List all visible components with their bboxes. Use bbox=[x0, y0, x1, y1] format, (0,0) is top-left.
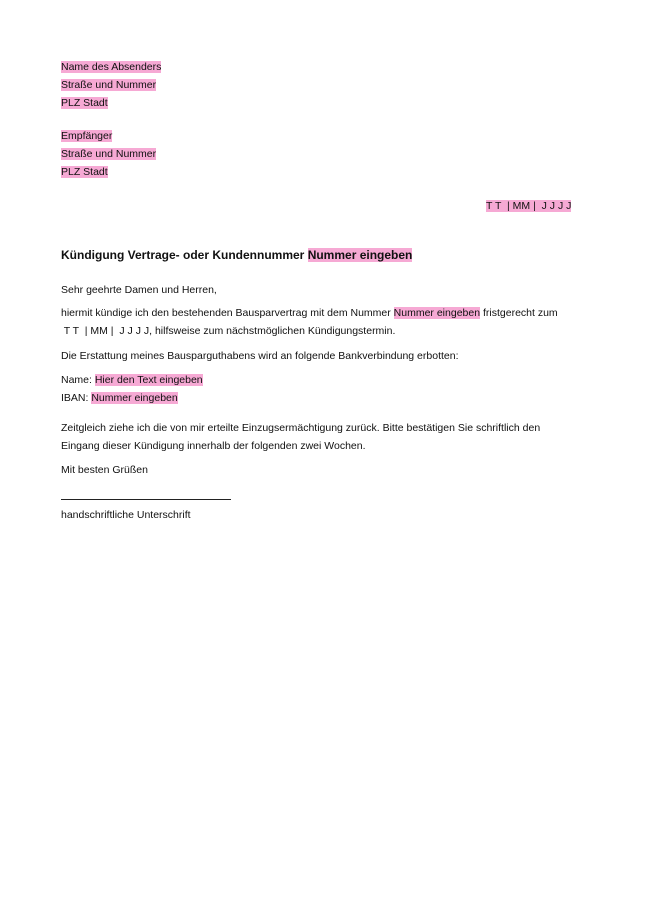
account-name-line bbox=[61, 371, 203, 389]
body-line-1 bbox=[61, 304, 558, 322]
body-line-2-suffix: , hilfsweise zum nächstmöglichen Kündigungstermin. bbox=[149, 325, 396, 337]
signature-line bbox=[61, 499, 231, 500]
sender-name-field[interactable]: Name des Absenders bbox=[61, 61, 162, 73]
body-line-1-suffix: fristgerecht zum bbox=[480, 307, 558, 319]
paragraph-3-line-2: Eingang dieser Kündigung innerhalb der folgenden zwei Wochen. bbox=[61, 440, 366, 452]
sender-city-field[interactable]: PLZ Stadt bbox=[61, 97, 108, 109]
account-name-field[interactable]: Hier den Text eingeben bbox=[94, 374, 203, 386]
iban-field[interactable]: Nummer eingeben bbox=[91, 392, 178, 404]
recipient-city-field[interactable]: PLZ Stadt bbox=[61, 166, 108, 178]
sender-street-field[interactable]: Straße und Nummer bbox=[61, 79, 157, 91]
subject-number-field[interactable]: Nummer eingeben bbox=[307, 248, 413, 262]
termination-date-field[interactable]: T T | MM | J J J J bbox=[61, 325, 150, 337]
refund-text: Die Erstattung meines Bausparguthabens wird an folgende Bankverbindung erbotten: bbox=[61, 350, 459, 362]
sender-address bbox=[61, 58, 161, 112]
recipient-address bbox=[61, 127, 156, 181]
date-line bbox=[486, 197, 571, 215]
account-name-label: Name: bbox=[61, 374, 95, 386]
recipient-street-field[interactable]: Straße und Nummer bbox=[61, 148, 157, 160]
body-line-2 bbox=[61, 322, 395, 340]
salutation: Sehr geehrte Damen und Herren, bbox=[61, 284, 217, 296]
iban-label: IBAN: bbox=[61, 392, 92, 404]
recipient-name-field[interactable]: Empfänger bbox=[61, 130, 113, 142]
date-field[interactable]: T T | MM | J J J J bbox=[486, 200, 572, 212]
body-line-1-prefix: hiermit kündige ich den bestehenden Bausparvertrag mit dem Nummer bbox=[61, 307, 394, 319]
subject-line bbox=[61, 246, 412, 264]
iban-line bbox=[61, 389, 178, 407]
paragraph-3-line-1: Zeitgleich ziehe ich die von mir erteilte Einzugsermächtigung zurück. Bitte bestätigen Sie schriftlich den bbox=[61, 422, 541, 434]
signature-label: handschriftliche Unterschrift bbox=[61, 509, 191, 521]
contract-number-field[interactable]: Nummer eingeben bbox=[393, 307, 481, 319]
subject-text: Kündigung Vertrage- oder Kundennummer bbox=[61, 248, 308, 262]
closing: Mit besten Grüßen bbox=[61, 464, 148, 476]
